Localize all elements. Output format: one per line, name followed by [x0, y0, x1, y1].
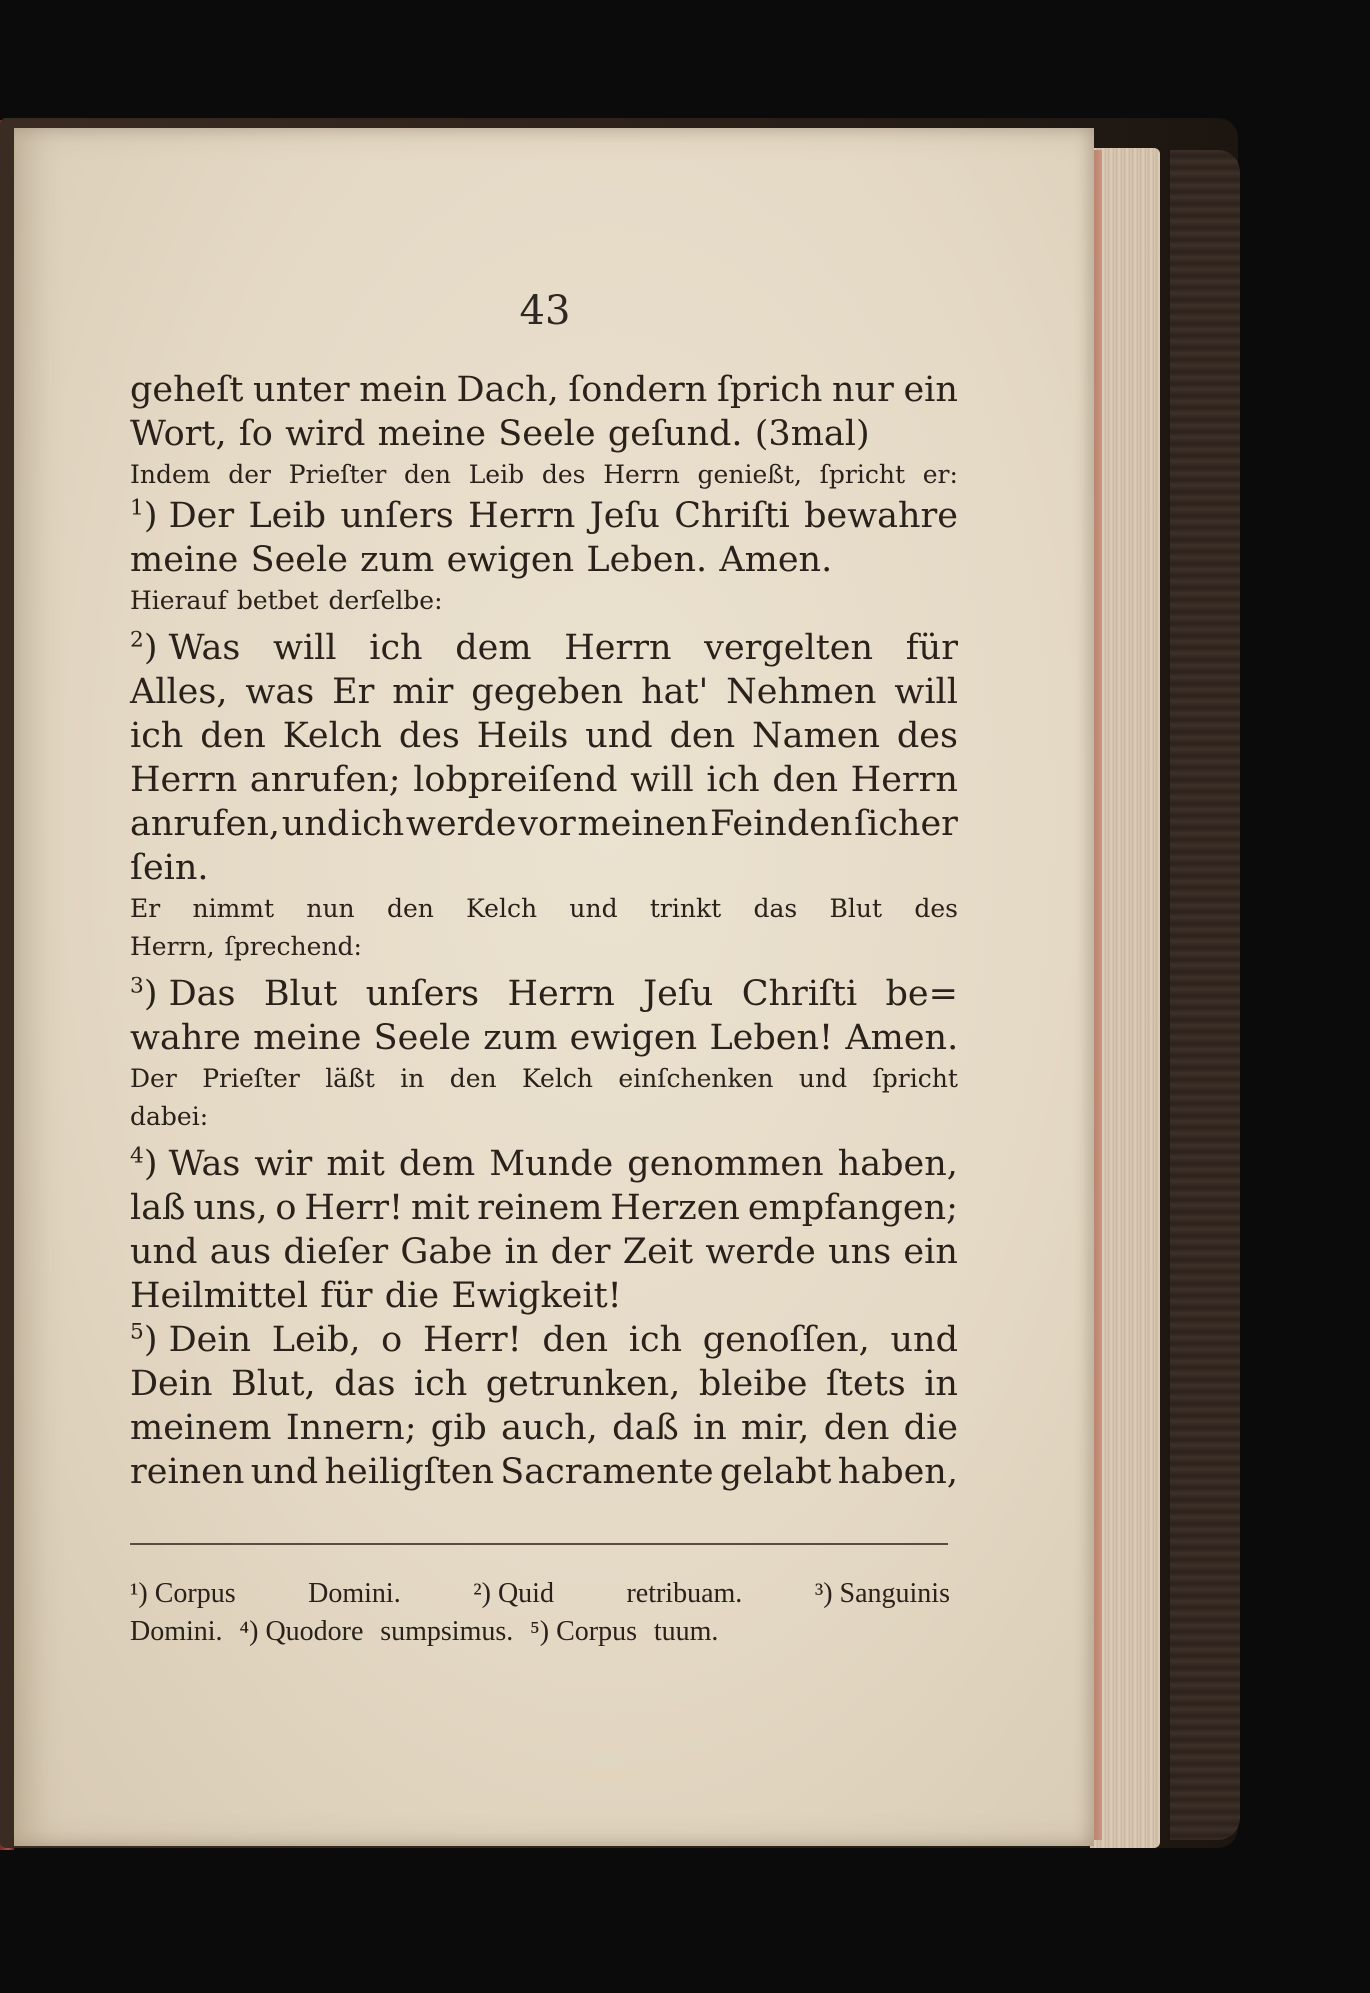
word: hat' — [641, 672, 709, 712]
word: ſo — [238, 414, 273, 454]
text-line — [130, 1186, 958, 1230]
word: haben, — [837, 1144, 958, 1184]
word: den — [404, 460, 451, 489]
word: Blut — [263, 974, 338, 1014]
word: Chriſti — [674, 496, 790, 536]
footnote-rule — [130, 1543, 948, 1545]
word: o — [275, 1188, 297, 1228]
word: ein — [903, 370, 958, 410]
word: des — [398, 716, 460, 756]
word: getrunken, — [485, 1364, 681, 1404]
word-text: ) Das — [143, 974, 236, 1014]
word-text: ) Der — [143, 496, 235, 536]
word — [130, 1142, 240, 1186]
word: Er — [130, 894, 161, 923]
word: und — [281, 804, 350, 844]
word: mein — [359, 370, 447, 410]
word: in — [693, 1408, 727, 1448]
word: Herr! — [304, 1188, 404, 1228]
word: meine — [130, 540, 239, 580]
word: Amen. — [845, 1018, 959, 1058]
word: uns, — [193, 1188, 268, 1228]
word: er: — [922, 460, 958, 489]
word: Chriſti — [741, 974, 858, 1014]
footnote-line — [130, 1613, 950, 1651]
word: anrufen; — [249, 760, 401, 800]
word: den — [449, 1064, 497, 1093]
word: Jeſu — [589, 496, 660, 536]
word: ich — [350, 804, 405, 844]
word: in — [504, 1232, 539, 1272]
text-line — [130, 802, 958, 846]
word: ich — [628, 1320, 683, 1360]
word: für — [905, 628, 958, 668]
word: die — [384, 1276, 440, 1316]
footnote-word: retribuam. — [626, 1578, 743, 1609]
word: meinen — [577, 804, 709, 844]
word: will — [630, 760, 694, 800]
text-line — [130, 1362, 958, 1406]
word: Feinden — [710, 804, 853, 844]
word: wird — [285, 414, 366, 454]
word: des — [541, 460, 586, 489]
word: Alles, — [130, 672, 228, 712]
word: Leib, — [271, 1320, 361, 1360]
word: unſers — [365, 974, 480, 1014]
word: reinen — [130, 1452, 245, 1492]
footnote-word: ⁵) Corpus — [530, 1616, 638, 1647]
word: Herrn — [130, 760, 238, 800]
word: der — [228, 460, 271, 489]
word-text: ) Was — [143, 628, 241, 668]
word: und — [250, 1452, 319, 1492]
word: und — [585, 716, 653, 756]
word: empfangen; — [747, 1188, 958, 1228]
footnote-marker: 2 — [130, 627, 144, 653]
word: läßt — [325, 1064, 375, 1093]
text-line — [130, 626, 958, 670]
word: mir — [392, 672, 454, 712]
word: wahre — [130, 1018, 241, 1058]
word: den — [772, 760, 839, 800]
word: Munde — [489, 1144, 614, 1184]
word: ich — [369, 628, 423, 668]
word: (3mal) — [754, 414, 870, 454]
word: dabei: — [130, 1102, 209, 1131]
book-cover-edge — [1170, 150, 1240, 1840]
text-line — [130, 494, 958, 538]
text-line — [130, 758, 958, 802]
word: der — [550, 1232, 611, 1272]
word: Seele — [373, 1018, 471, 1058]
word: Sacramente — [500, 1452, 714, 1492]
word: den — [823, 1408, 890, 1448]
footnote-word: tuum. — [653, 1616, 719, 1647]
word: Der — [130, 1064, 177, 1093]
word: und — [890, 1320, 958, 1360]
word: Herr! — [422, 1320, 522, 1360]
word-text: ) Was — [143, 1144, 241, 1184]
word: ſein. — [130, 848, 209, 888]
text-line — [130, 670, 958, 714]
word: Heils — [476, 716, 569, 756]
word: werde — [705, 1232, 816, 1272]
word: Kelch — [466, 894, 538, 923]
word: vergelten — [704, 628, 874, 668]
word: das — [753, 894, 798, 923]
word — [130, 1318, 251, 1362]
word: Innern; — [285, 1408, 417, 1448]
word: Dach, — [456, 370, 559, 410]
text-line — [130, 1016, 958, 1060]
word: Herrn — [507, 974, 615, 1014]
word: Nehmen — [726, 672, 877, 712]
word: Indem — [130, 460, 211, 489]
word: daß — [612, 1408, 679, 1448]
word: derſelbe: — [328, 586, 443, 615]
word: ewigen — [569, 1018, 698, 1058]
word: Leib — [248, 496, 326, 536]
word: Amen. — [719, 540, 833, 580]
word: Hierauf — [130, 586, 227, 615]
word: ewigen — [446, 540, 575, 580]
word: Blut — [829, 894, 883, 923]
word: reinem — [477, 1188, 603, 1228]
word: werde — [405, 804, 517, 844]
footnote-word: Domini. — [130, 1616, 223, 1647]
word: unſers — [340, 496, 454, 536]
word: die — [903, 1408, 958, 1448]
word: Leib — [468, 460, 525, 489]
word: meine — [253, 1018, 362, 1058]
footnotes — [130, 1575, 950, 1651]
word: in — [924, 1364, 958, 1404]
word: ſicher — [854, 804, 958, 844]
word: gib — [430, 1408, 487, 1448]
text-line — [130, 1230, 958, 1274]
word: o — [381, 1320, 403, 1360]
rubric-line — [130, 1060, 958, 1098]
word: Herrn — [564, 628, 672, 668]
word: Jeſu — [643, 974, 714, 1014]
footnote-marker: 5 — [130, 1319, 144, 1345]
word: Herrn — [468, 496, 576, 536]
word: und — [798, 1064, 848, 1093]
word: Er — [332, 672, 375, 712]
word: Blut, — [231, 1364, 316, 1404]
word: Prieſter — [288, 460, 387, 489]
text-line — [130, 538, 958, 582]
word: unter — [253, 370, 350, 410]
word: den — [669, 716, 736, 756]
main-text — [130, 368, 958, 1494]
word: Kelch — [282, 716, 382, 756]
footnote-marker: 3 — [130, 973, 144, 999]
rubric-line — [130, 890, 958, 928]
word: dem — [455, 628, 532, 668]
word: genommen — [627, 1144, 824, 1184]
footnote-marker: 1 — [130, 495, 144, 521]
word: zum — [360, 540, 435, 580]
text-line — [130, 972, 958, 1016]
word: ſpricht — [819, 460, 906, 489]
word: Namen — [752, 716, 880, 756]
text-line — [130, 714, 958, 758]
word: Herzen — [610, 1188, 740, 1228]
text-line — [130, 1450, 958, 1494]
footnote-word: Domini. — [308, 1578, 401, 1609]
word: Herrn — [603, 460, 680, 489]
text-line — [130, 412, 958, 456]
footnote-word: sumpsimus. — [380, 1616, 514, 1647]
word — [130, 626, 240, 670]
text-line — [130, 1142, 958, 1186]
footnote-word: ²) Quid — [473, 1578, 554, 1609]
rubric-line — [130, 582, 958, 620]
word: laß — [130, 1188, 186, 1228]
text-line — [130, 368, 958, 412]
word: anrufen, — [130, 804, 281, 844]
word: ſondern — [568, 370, 708, 410]
text-line — [130, 1406, 958, 1450]
word: ſprechend: — [224, 932, 362, 961]
footnote-line — [130, 1575, 950, 1613]
word: vor — [518, 804, 576, 844]
text-line — [130, 846, 958, 890]
word: ich — [413, 1364, 468, 1404]
word: und — [130, 1232, 198, 1272]
footnote-word: ¹) Corpus — [130, 1578, 236, 1609]
footnote-word: ⁴) Quodore — [239, 1616, 364, 1647]
text-line — [130, 1318, 958, 1362]
word: Herrn, — [130, 932, 215, 961]
word: einſchenken — [618, 1064, 774, 1093]
footnote-word: ³) Sanguinis — [814, 1578, 950, 1609]
word: gegeben — [471, 672, 624, 712]
word: für — [320, 1276, 373, 1316]
rubric-line — [130, 456, 958, 494]
word: trinkt — [649, 894, 722, 923]
word: Wort, — [130, 414, 227, 454]
word: ich — [130, 716, 184, 756]
word: meine — [377, 414, 487, 454]
word: Seele — [498, 414, 596, 454]
word: mit — [326, 1144, 385, 1184]
word: bleibe — [698, 1364, 808, 1404]
word: geſund. — [607, 414, 743, 454]
word: dieſer — [283, 1232, 389, 1272]
word: wir — [254, 1144, 313, 1184]
word: aus — [209, 1232, 272, 1272]
word: ſprich — [716, 370, 823, 410]
word: Gabe — [400, 1232, 493, 1272]
word: lobpreiſend — [413, 760, 618, 800]
word: in — [400, 1064, 425, 1093]
word: des — [896, 716, 958, 756]
word: Herrn — [850, 760, 958, 800]
word: uns — [828, 1232, 892, 1272]
word: meinem — [130, 1408, 272, 1448]
word: Seele — [250, 540, 348, 580]
word: den — [200, 716, 266, 756]
word: den — [386, 894, 434, 923]
word: Dein — [130, 1364, 213, 1404]
word: nur — [832, 370, 894, 410]
word: ein — [903, 1232, 958, 1272]
word: be= — [885, 974, 958, 1014]
word-text: ) Dein — [143, 1320, 252, 1360]
word: dem — [398, 1144, 476, 1184]
word: mit — [410, 1188, 470, 1228]
word: ſpricht — [872, 1064, 958, 1093]
word — [130, 494, 234, 538]
word: genießt, — [697, 460, 802, 489]
word: heiligſten — [324, 1452, 495, 1492]
word: will — [894, 672, 958, 712]
word: nun — [306, 894, 355, 923]
word: und — [569, 894, 618, 923]
word: haben, — [837, 1452, 958, 1492]
word: ſtets — [825, 1364, 906, 1404]
word: auch, — [501, 1408, 598, 1448]
text-line — [130, 1274, 958, 1318]
word: den — [542, 1320, 609, 1360]
word: Heilmittel — [130, 1276, 309, 1316]
word: Kelch — [522, 1064, 593, 1093]
word: Zeit — [622, 1232, 694, 1272]
word: Ewigkeit! — [451, 1276, 622, 1316]
word: zum — [483, 1018, 558, 1058]
word: bewahre — [804, 496, 958, 536]
word: das — [334, 1364, 396, 1404]
word: Prieſter — [202, 1064, 300, 1093]
word: ich — [706, 760, 760, 800]
rubric-line — [130, 1098, 958, 1136]
word: Leben! — [709, 1018, 834, 1058]
rubric-line — [130, 928, 958, 966]
word: was — [245, 672, 315, 712]
word: will — [273, 628, 337, 668]
word: Leben. — [586, 540, 708, 580]
word: des — [914, 894, 958, 923]
word — [130, 972, 235, 1016]
word: geheſt — [130, 370, 244, 410]
footnote-marker: 4 — [130, 1143, 144, 1169]
word: genoſſen, — [702, 1320, 870, 1360]
word: betbet — [236, 586, 319, 615]
page-number: 43 — [519, 288, 571, 334]
word: mir, — [741, 1408, 810, 1448]
word: nimmt — [192, 894, 275, 923]
word: gelabt — [719, 1452, 832, 1492]
